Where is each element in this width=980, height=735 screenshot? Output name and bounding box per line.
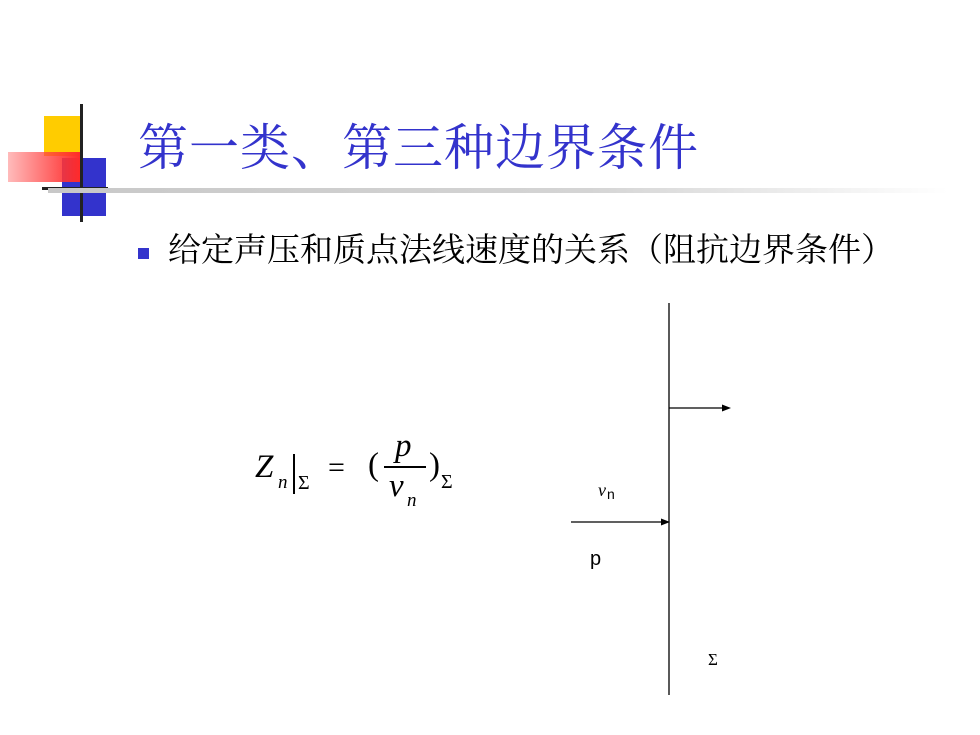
formula-eval-sub: Σ — [298, 472, 310, 494]
formula-open-paren: ( — [368, 447, 379, 483]
pressure-label: p — [590, 548, 602, 570]
formula-close-paren: ) — [429, 447, 440, 483]
formula-z-sub: n — [278, 472, 288, 493]
formula-rhs-sub: Σ — [441, 471, 453, 493]
formula-den-v: v — [389, 468, 404, 504]
bullet-text: 给定声压和质点法线速度的关系（阻抗边界条件） — [168, 230, 894, 269]
velocity-label-sub: n — [607, 486, 615, 502]
transmitted-arrow-head — [722, 405, 731, 412]
formula-den-sub: n — [407, 490, 417, 511]
formula-numerator: p — [395, 428, 412, 464]
formula-equals: = — [328, 451, 345, 484]
velocity-label-v: v — [598, 480, 606, 500]
slide-title: 第一类、第三种边界条件 — [138, 119, 699, 177]
surface-sigma-label: Σ — [708, 650, 718, 669]
formula-z: Z — [255, 449, 274, 485]
